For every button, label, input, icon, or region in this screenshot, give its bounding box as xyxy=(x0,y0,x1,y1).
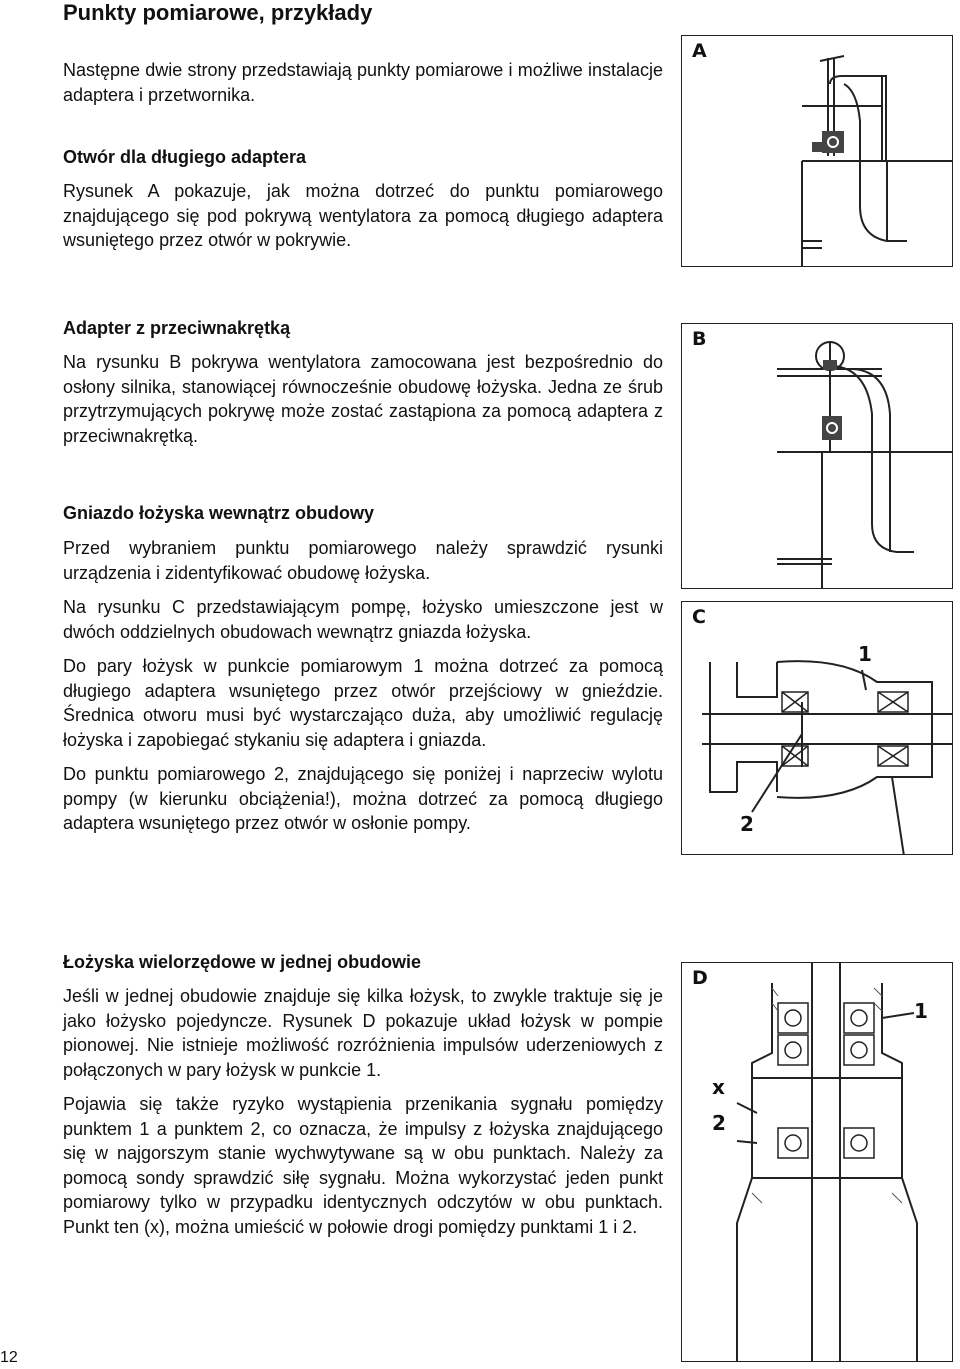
section-bearing-seat xyxy=(63,501,663,836)
section-paragraph: Na rysunku B pokrywa wentylatora zamocowana jest bezpośrednio do osłony silnika, stanowiącej równocześnie obudowę łożyska. Jedna ze śrub przytrzymujących pokrywę może zostać zastąpiona za pomocą adaptera z przeciwnakrętką. xyxy=(63,352,663,446)
figure-c xyxy=(681,601,953,855)
page-number: 12 xyxy=(0,1349,18,1366)
callout-2: 2 xyxy=(740,812,754,836)
section-paragraph: Do pary łożysk w punkcie pomiarowym 1 można dotrzeć za pomocą długiego adaptera wsuniętego przez otwór przejściowy w gnieździe. Średnica otworu musi być wystarczająco duża, aby umożliwić regulację łożyska i zapobiegać stykaniu się adaptera i gniazda. xyxy=(63,656,663,750)
callout-2: 2 xyxy=(712,1111,726,1135)
section-heading: Gniazdo łożyska wewnątrz obudowy xyxy=(63,503,375,523)
section-paragraph: Przed wybraniem punktu pomiarowego należy sprawdzić rysunki urządzenia i zidentyfikować obudowę łożyska. xyxy=(63,538,663,583)
callout-x: x xyxy=(712,1075,725,1099)
page-title: Punkty pomiarowe, przykłady xyxy=(63,0,373,25)
intro-paragraph: Następne dwie strony przedstawiają punkty pomiarowe i możliwe instalacje adaptera i przetwornika. xyxy=(63,60,663,105)
callout-1: 1 xyxy=(914,999,928,1023)
figure-a-drawing xyxy=(682,36,953,267)
section-paragraph: Pojawia się także ryzyko wystąpienia przenikania sygnału pomiędzy punktem 1 a punktem 2, co oznacza, że impulsy z łożyska znajdującego się w najgorszym stanie wychwytywane są w obu punktach. Należy za pomocą sondy sprawdzić siłę sygnału. Można wykorzystać jeden punkt pomiarowy tylko w przypadku identycznych odczytów w obu punktach. Punkt ten (x), można umieścić w połowie drogi pomiędzy punktami 1 i 2. xyxy=(63,1094,663,1237)
section-long-adapter xyxy=(63,145,663,253)
figure-b xyxy=(681,323,953,589)
figure-letter: C xyxy=(692,606,706,628)
figure-letter: D xyxy=(692,967,708,989)
figure-d-drawing xyxy=(682,963,953,1362)
figure-d xyxy=(681,962,953,1362)
section-paragraph: Rysunek A pokazuje, jak można dotrzeć do punktu pomiarowego znajdującego się pod pokrywą wentylatora za pomocą długiego adaptera wsuniętego przez otwór w pokrywie. xyxy=(63,181,663,250)
section-paragraph: Do punktu pomiarowego 2, znajdującego się poniżej i naprzeciw wylotu pompy (w kierunku obciążenia!), można dotrzeć za pomocą długiego adaptera wsuniętego przez otwór w osłonie pompy. xyxy=(63,764,663,833)
section-paragraph: Jeśli w jednej obudowie znajduje się kilka łożysk, to zwykle traktuje się je jako łożysko pojedyncze. Rysunek D pokazuje układ łożysk w pompie pionowej. Nie istnieje możliwość rozróżnienia impulsów uderzeniowych z połączonych w pary łożysk w punkcie 1. xyxy=(63,986,663,1080)
section-heading: Adapter z przeciwnakrętką xyxy=(63,318,291,338)
figure-b-drawing xyxy=(682,324,953,589)
figure-c-drawing xyxy=(682,602,953,855)
section-paragraph: Na rysunku C przedstawiającym pompę, łożysko umieszczone jest w dwóch oddzielnych obudowach wewnątrz gniazda łożyska. xyxy=(63,597,663,642)
section-counter-nut-adapter xyxy=(63,316,663,448)
section-heading: Łożyska wielorzędowe w jednej obudowie xyxy=(63,952,422,972)
figure-letter: B xyxy=(692,328,707,350)
intro-block xyxy=(63,58,663,107)
callout-1: 1 xyxy=(858,642,872,666)
section-heading: Otwór dla długiego adaptera xyxy=(63,147,307,167)
figure-a xyxy=(681,35,953,267)
figure-letter: A xyxy=(692,40,707,62)
section-multi-row-bearings xyxy=(63,950,663,1239)
